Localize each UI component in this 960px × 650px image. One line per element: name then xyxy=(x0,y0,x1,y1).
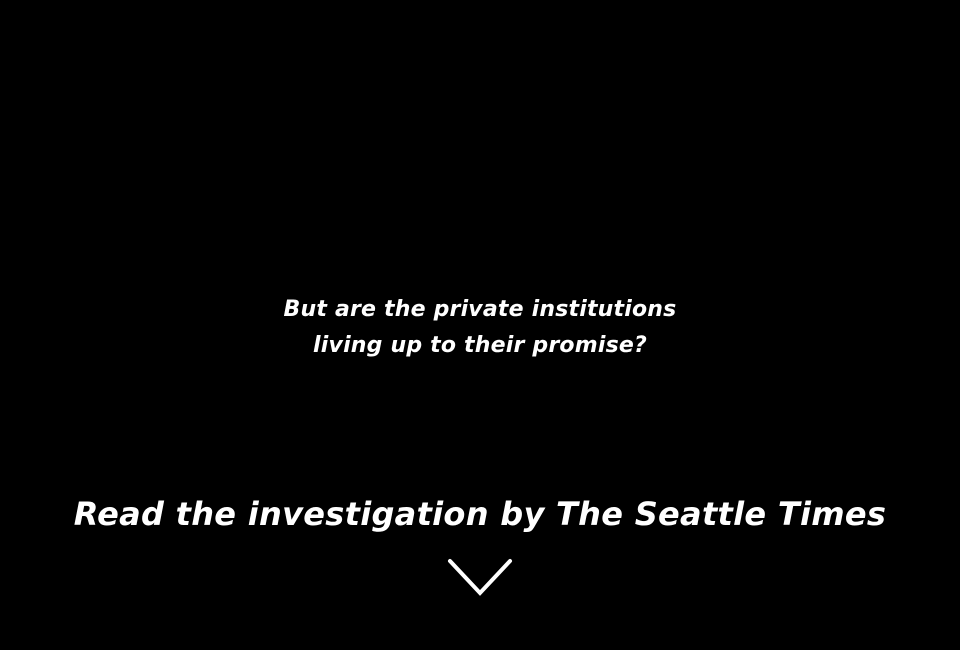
intro-question-line-1: But are the private institutions xyxy=(283,297,677,322)
read-investigation-link[interactable]: Read the investigation by The Seattle Times xyxy=(73,495,887,533)
intro-question xyxy=(0,292,960,364)
intro-question-line-2: living up to their promise? xyxy=(313,333,647,358)
chevron-down-icon[interactable] xyxy=(447,558,513,598)
